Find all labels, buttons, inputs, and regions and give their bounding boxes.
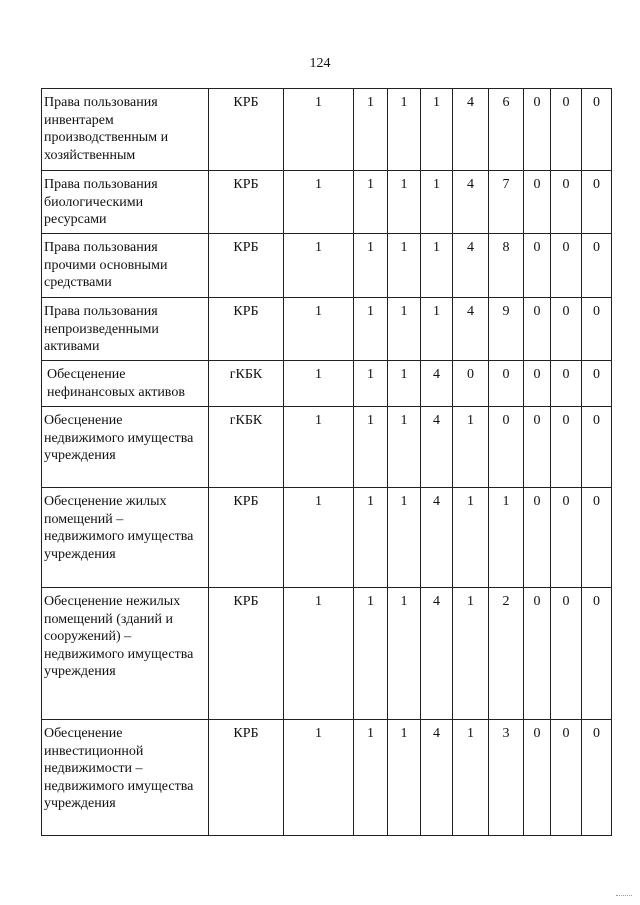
digit-cell: 0 [551, 361, 582, 407]
digit-cell: 0 [524, 171, 551, 234]
account-name-cell: Обесценение нежилых помещений (зданий и сооружений) – недвижимого имущества учреждения [42, 588, 209, 720]
digit-cell: 0 [551, 298, 582, 361]
digit-cell: 1 [354, 89, 388, 171]
digit-cell: 0 [582, 720, 612, 836]
digit-cell: 1 [489, 488, 524, 588]
digit-cell: 6 [489, 89, 524, 171]
digit-cell: 0 [524, 234, 551, 298]
code-cell: КРБ [209, 588, 284, 720]
code-cell: КРБ [209, 171, 284, 234]
digit-cell: 4 [453, 234, 489, 298]
digit-cell: 1 [388, 298, 421, 361]
digit-cell: 0 [524, 361, 551, 407]
digit-cell: 0 [524, 720, 551, 836]
account-name-cell: Права пользования прочими основными средствами [42, 234, 209, 298]
digit-cell: 1 [354, 407, 388, 488]
account-name-cell: Права пользования непроизведенными активами [42, 298, 209, 361]
digit-cell: 1 [388, 588, 421, 720]
account-name-cell: Права пользования биологическими ресурсами [42, 171, 209, 234]
digit-cell: 0 [489, 407, 524, 488]
table-row [42, 588, 612, 720]
code-cell: КРБ [209, 720, 284, 836]
digit-cell: 1 [421, 89, 453, 171]
digit-cell: 1 [354, 361, 388, 407]
digit-cell: 1 [354, 720, 388, 836]
table-row [42, 488, 612, 588]
digit-cell: 7 [489, 171, 524, 234]
digit-cell: 1 [284, 588, 354, 720]
digit-cell: 1 [388, 720, 421, 836]
digit-cell: 4 [421, 407, 453, 488]
digit-cell: 1 [354, 588, 388, 720]
digit-cell: 4 [453, 171, 489, 234]
page-number: 124 [309, 56, 331, 71]
digit-cell: 1 [284, 361, 354, 407]
table-row [42, 720, 612, 836]
digit-cell: 8 [489, 234, 524, 298]
digit-cell: 4 [453, 89, 489, 171]
account-name-cell: Права пользования инвентарем производственным и хозяйственным [42, 89, 209, 171]
digit-cell: 0 [524, 588, 551, 720]
digit-cell: 1 [354, 171, 388, 234]
digit-cell: 1 [453, 488, 489, 588]
digit-cell: 1 [284, 407, 354, 488]
digit-cell: 1 [388, 488, 421, 588]
code-cell: КРБ [209, 89, 284, 171]
table-row [42, 407, 612, 488]
code-cell: КРБ [209, 488, 284, 588]
digit-cell: 1 [284, 298, 354, 361]
digit-cell: 1 [284, 89, 354, 171]
digit-cell: 1 [421, 234, 453, 298]
digit-cell: 1 [284, 171, 354, 234]
digit-cell: 4 [453, 298, 489, 361]
digit-cell: 1 [354, 234, 388, 298]
digit-cell: 0 [582, 588, 612, 720]
classification-table [41, 88, 612, 836]
account-name-cell: Обесценение недвижимого имущества учреждения [42, 407, 209, 488]
digit-cell: 4 [421, 488, 453, 588]
digit-cell: 0 [524, 89, 551, 171]
digit-cell: 9 [489, 298, 524, 361]
digit-cell: 0 [582, 234, 612, 298]
digit-cell: 0 [524, 407, 551, 488]
digit-cell: 3 [489, 720, 524, 836]
digit-cell: 1 [284, 234, 354, 298]
digit-cell: 0 [551, 588, 582, 720]
table-row [42, 298, 612, 361]
digit-cell: 0 [453, 361, 489, 407]
code-cell: КРБ [209, 298, 284, 361]
digit-cell: 4 [421, 361, 453, 407]
table-row [42, 89, 612, 171]
page-edge-mark [616, 895, 632, 896]
table-row [42, 361, 612, 407]
digit-cell: 0 [551, 488, 582, 588]
table-row [42, 171, 612, 234]
account-name-cell: Обесценение жилых помещений – недвижимого имущества учреждения [42, 488, 209, 588]
digit-cell: 0 [551, 720, 582, 836]
account-name-cell: Обесценение инвестиционной недвижимости – недвижимого имущества учреждения [42, 720, 209, 836]
digit-cell: 0 [524, 488, 551, 588]
digit-cell: 1 [284, 488, 354, 588]
digit-cell: 1 [421, 171, 453, 234]
digit-cell: 0 [582, 488, 612, 588]
digit-cell: 0 [582, 407, 612, 488]
digit-cell: 2 [489, 588, 524, 720]
digit-cell: 1 [453, 407, 489, 488]
digit-cell: 1 [388, 361, 421, 407]
digit-cell: 1 [388, 171, 421, 234]
digit-cell: 4 [421, 588, 453, 720]
digit-cell: 0 [551, 171, 582, 234]
digit-cell: 0 [551, 407, 582, 488]
code-cell: гКБК [209, 361, 284, 407]
digit-cell: 0 [489, 361, 524, 407]
digit-cell: 1 [354, 488, 388, 588]
digit-cell: 0 [582, 361, 612, 407]
digit-cell: 1 [453, 588, 489, 720]
digit-cell: 4 [421, 720, 453, 836]
code-cell: гКБК [209, 407, 284, 488]
digit-cell: 0 [551, 89, 582, 171]
digit-cell: 1 [421, 298, 453, 361]
table-row [42, 234, 612, 298]
digit-cell: 0 [582, 89, 612, 171]
digit-cell: 0 [551, 234, 582, 298]
digit-cell: 1 [284, 720, 354, 836]
digit-cell: 1 [388, 89, 421, 171]
digit-cell: 0 [524, 298, 551, 361]
account-name-cell: Обесценение нефинансовых активов [42, 361, 209, 407]
digit-cell: 0 [582, 171, 612, 234]
digit-cell: 1 [354, 298, 388, 361]
digit-cell: 0 [582, 298, 612, 361]
digit-cell: 1 [388, 234, 421, 298]
digit-cell: 1 [388, 407, 421, 488]
code-cell: КРБ [209, 234, 284, 298]
digit-cell: 1 [453, 720, 489, 836]
